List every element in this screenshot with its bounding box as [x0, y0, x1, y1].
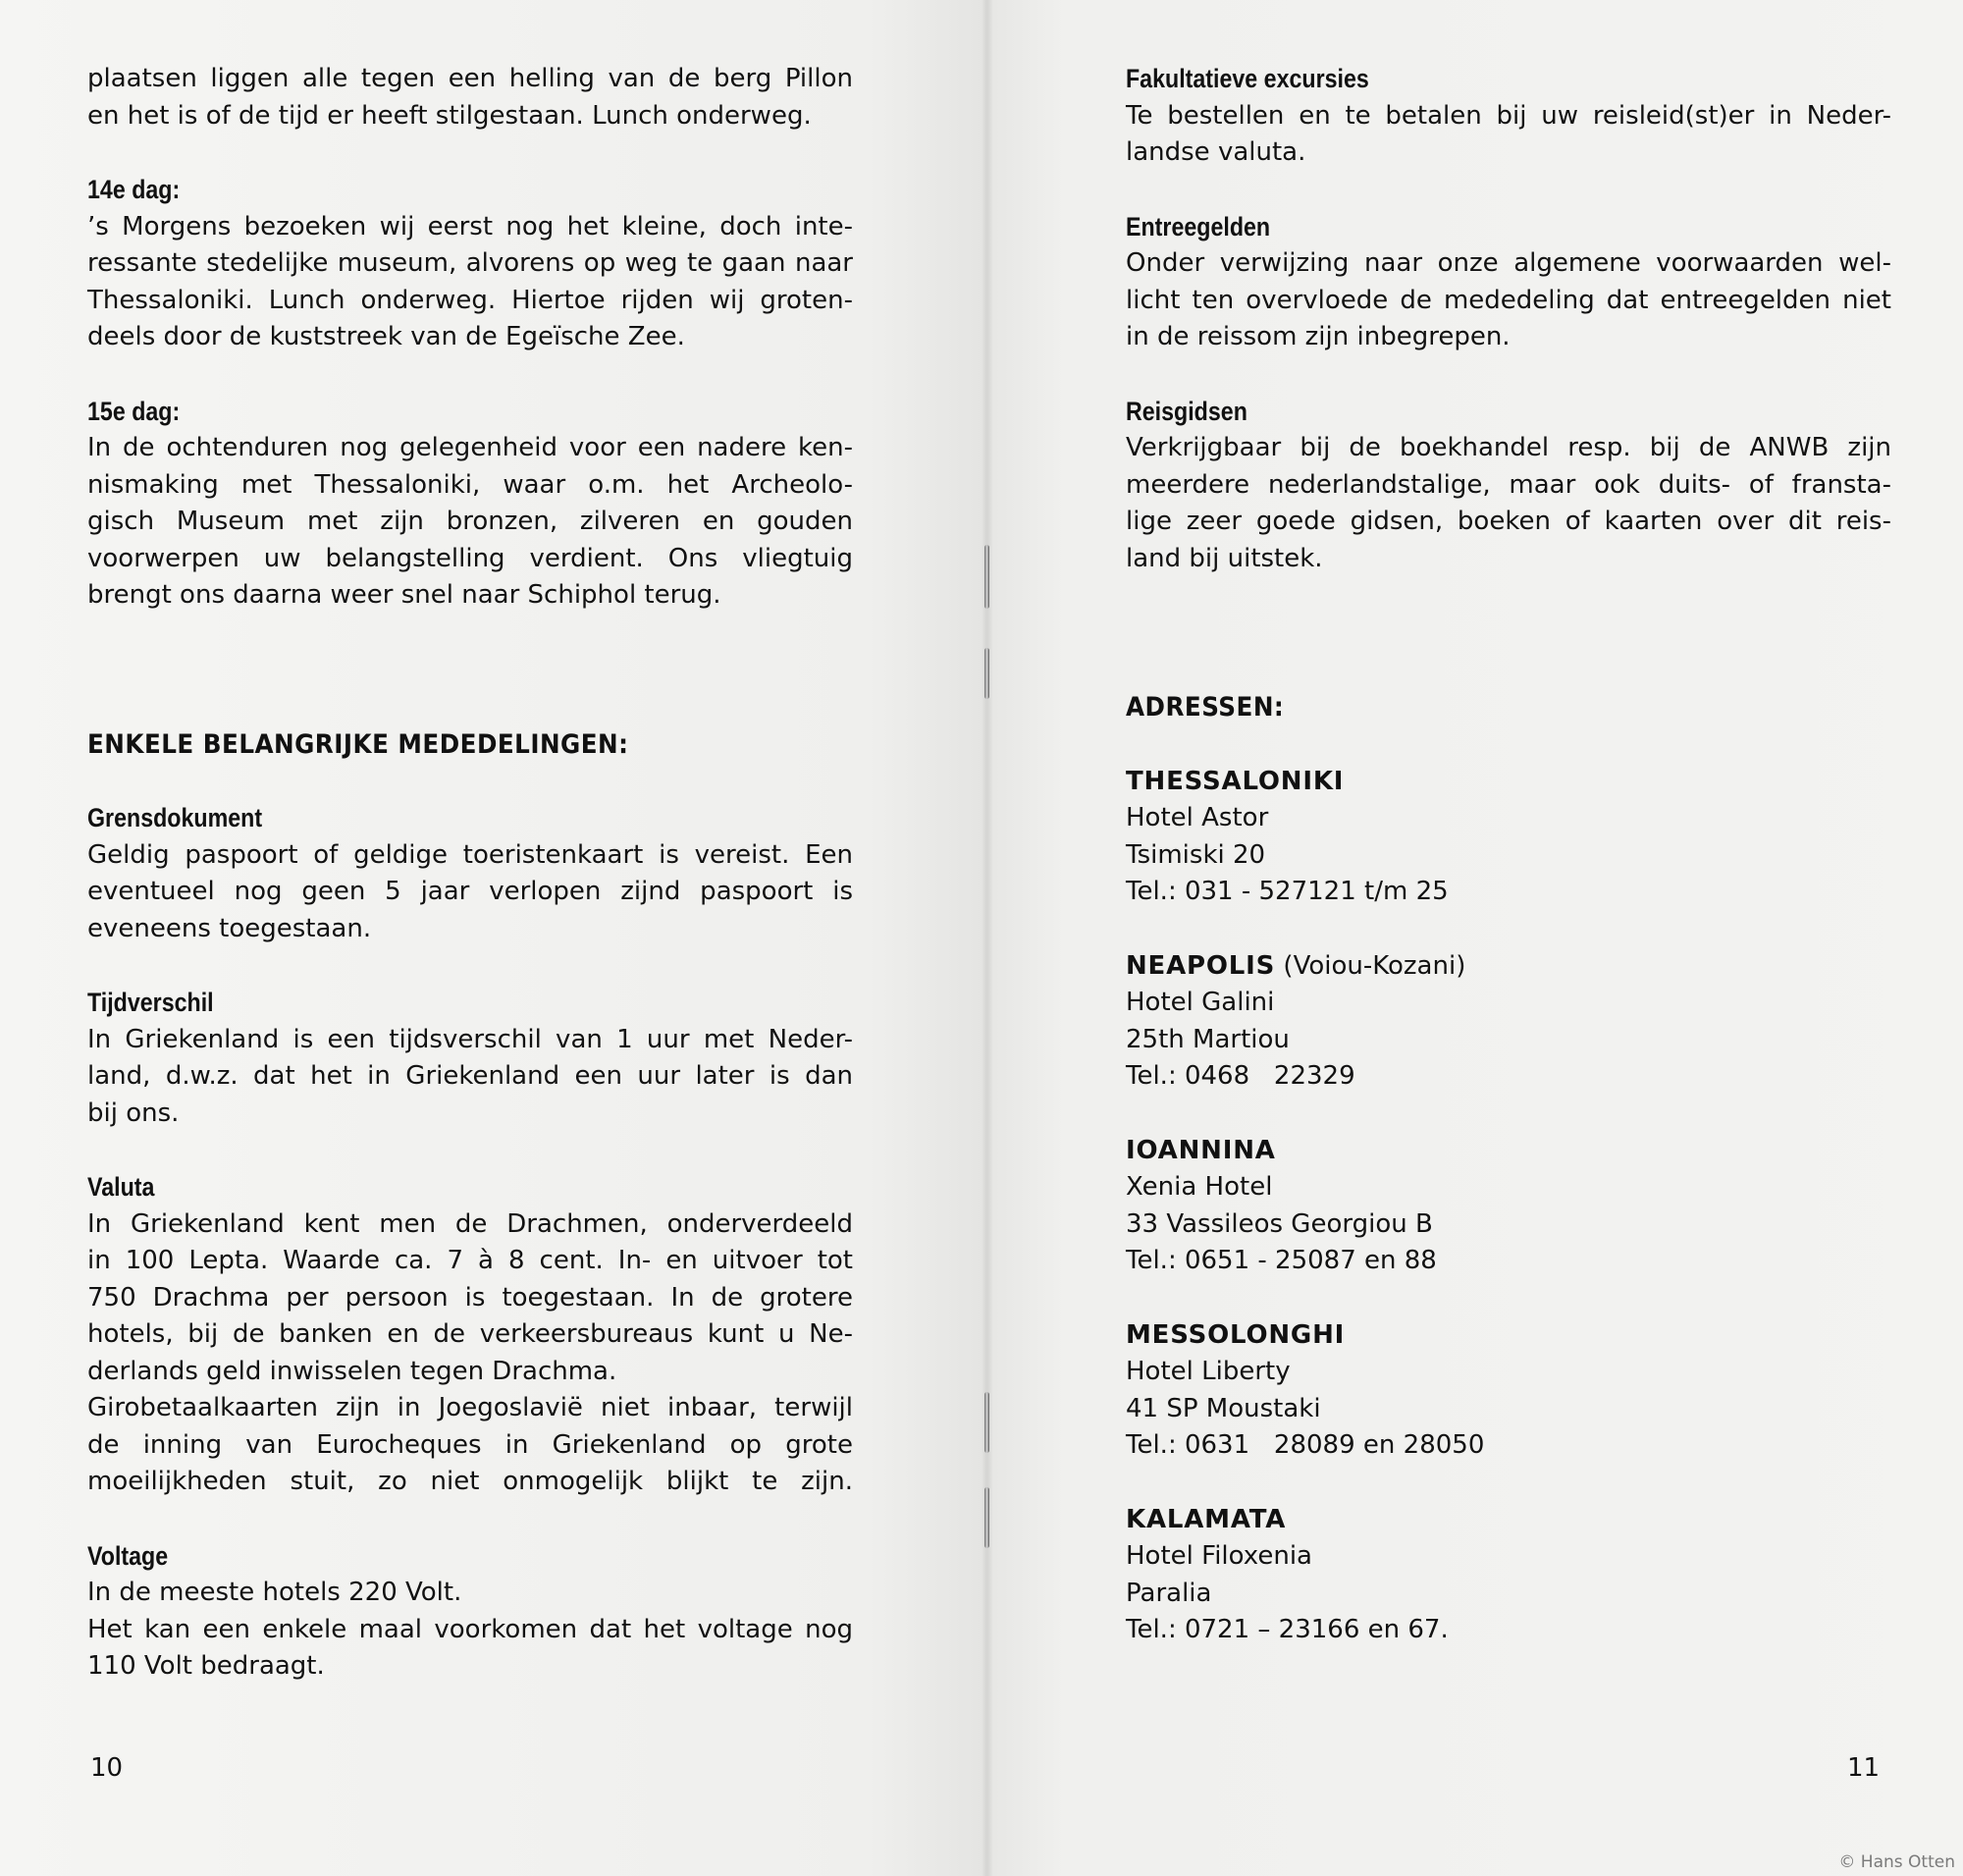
day-14-line: Thessaloniki. Lunch onderweg. Hiertoe rijden wij groten- — [87, 285, 853, 315]
staple — [984, 545, 989, 609]
reisgidsen-line: land bij uitstek. — [1126, 543, 1323, 573]
voltage-line: 110 Volt bedraagt. — [87, 1651, 325, 1681]
tijdverschil-heading: Tijdverschil — [87, 988, 214, 1017]
address-block — [1126, 1502, 1891, 1649]
grensdokument-line: eveneens toegestaan. — [87, 913, 372, 943]
day-14-heading: 14e dag: — [87, 175, 181, 204]
address-phone: Tel.: 0721 – 23166 en 67. — [1126, 1615, 1449, 1644]
tijdverschil-line: In Griekenland is een tijdsverschil van 1 uur met Neder- — [87, 1024, 853, 1054]
address-line: 41 SP Moustaki — [1126, 1393, 1321, 1423]
day-15-line: voorwerpen uw belangstelling verdient. Ons vliegtuig — [87, 543, 853, 573]
voltage-heading: Voltage — [87, 1540, 169, 1571]
tijdverschil-line: land, d.w.z. dat het in Griekenland een uur later is dan — [87, 1061, 853, 1091]
address-line: Hotel Liberty — [1126, 1357, 1291, 1386]
address-line: 25th Martiou — [1126, 1024, 1290, 1054]
address-block — [1126, 948, 1891, 1096]
address-city: IOANNINA — [1126, 1135, 1276, 1165]
address-phone: Tel.: 0631 28089 en 28050 — [1126, 1430, 1485, 1460]
left-column — [87, 61, 853, 1686]
address-line: Paralia — [1126, 1578, 1212, 1608]
copyright-watermark: © Hans Otten — [1838, 1852, 1955, 1872]
entreegelden-line: licht ten overvloede de mededeling dat entreegelden niet — [1126, 285, 1891, 315]
address-block — [1126, 1133, 1891, 1280]
address-city: MESSOLONGHI — [1126, 1319, 1346, 1350]
book-gutter — [982, 0, 993, 1876]
right-column — [1126, 61, 1891, 1649]
reisgidsen-line: meerdere nederlandstalige, maar ook duits- of fransta- — [1126, 469, 1891, 500]
address-phone: Tel.: 0468 22329 — [1126, 1061, 1355, 1091]
page-number-right: 11 — [1847, 1753, 1881, 1783]
entreegelden-line: in de reissom zijn inbegrepen. — [1126, 322, 1511, 351]
reisgidsen-line: lige zeer goede gidsen, boeken of kaarten over dit reis- — [1126, 507, 1891, 536]
valuta-line: in 100 Lepta. Waarde ca. 7 à 8 cent. In- en uitvoer tot — [87, 1246, 853, 1275]
grensdokument-line: Geldig paspoort of geldige toeristenkaart is vereist. Een — [87, 839, 853, 870]
day-14-line: deels door de kuststreek van de Egeïsche Zee. — [87, 322, 685, 351]
day-15-line: brengt ons daarna weer snel naar Schiphol terug. — [87, 580, 721, 610]
address-city: KALAMATA — [1126, 1504, 1287, 1534]
grensdokument-line: eventueel nog geen 5 jaar verlopen zijnd paspoort is — [87, 877, 853, 906]
valuta-line: In Griekenland kent men de Drachmen, onderverdeeld — [87, 1208, 853, 1239]
adressen-heading: ADRESSEN: — [1126, 692, 1285, 723]
grensdokument-heading: Grensdokument — [87, 803, 263, 832]
valuta-line: moeilijkheden stuit, zo niet onmogelijk blijkt te zijn. — [87, 1467, 853, 1496]
valuta-line: hotels, bij de banken en de verkeersbureaus kunt u Ne- — [87, 1319, 853, 1349]
day-15-heading: 15e dag: — [87, 396, 181, 426]
valuta-heading: Valuta — [87, 1172, 155, 1202]
tijdverschil-line: bij ons. — [87, 1098, 180, 1128]
staple — [984, 1392, 989, 1453]
fakultatieve-heading: Fakultatieve excursies — [1126, 64, 1369, 93]
address-city: THESSALONIKI — [1126, 766, 1345, 796]
intro-line: plaatsen liggen alle tegen een helling van de berg Pillon — [87, 64, 853, 93]
valuta-line: de inning van Eurocheques in Griekenland op grote — [87, 1429, 853, 1460]
address-block — [1126, 764, 1891, 911]
address-line: 33 Vassileos Georgiou B — [1126, 1208, 1433, 1239]
day-15-line: gisch Museum met zijn bronzen, zilveren en gouden — [87, 507, 853, 536]
voltage-line: Het kan een enkele maal voorkomen dat het voltage nog — [87, 1614, 853, 1644]
address-line: Hotel Astor — [1126, 803, 1269, 832]
staple — [984, 648, 989, 699]
address-line: Tsimiski 20 — [1126, 839, 1266, 870]
day-14-line: ressante stedelijke museum, alvorens op weg te gaan naar — [87, 248, 853, 278]
fakultatieve-line: landse valuta. — [1126, 137, 1306, 167]
address-line: Hotel Filoxenia — [1126, 1541, 1312, 1571]
reisgidsen-heading: Reisgidsen — [1126, 396, 1247, 426]
address-line: Hotel Galini — [1126, 988, 1275, 1017]
address-line: Xenia Hotel — [1126, 1172, 1273, 1202]
address-phone: Tel.: 031 - 527121 t/m 25 — [1126, 877, 1449, 906]
valuta-line: 750 Drachma per persoon is toegestaan. In de grotere — [87, 1282, 853, 1313]
address-block — [1126, 1317, 1891, 1465]
address-phone: Tel.: 0651 - 25087 en 88 — [1126, 1246, 1437, 1275]
fakultatieve-line: Te bestellen en te betalen bij uw reisleid(st)er in Neder- — [1126, 100, 1891, 131]
intro-line: en het is of de tijd er heeft stilgestaan. Lunch onderweg. — [87, 100, 812, 131]
voltage-line: In de meeste hotels 220 Volt. — [87, 1578, 462, 1607]
entreegelden-heading: Entreegelden — [1126, 211, 1271, 241]
address-city: NEAPOLIS (Voiou-Kozani) — [1126, 950, 1466, 981]
staple — [984, 1487, 989, 1548]
day-15-line: In de ochtenduren nog gelegenheid voor een nadere ken- — [87, 433, 853, 462]
reisgidsen-line: Verkrijgbaar bij de boekhandel resp. bij de ANWB zijn — [1126, 433, 1891, 462]
day-15-line: nismaking met Thessaloniki, waar o.m. het Archeolo- — [87, 469, 853, 500]
mededelingen-heading: ENKELE BELANGRIJKE MEDEDELINGEN: — [87, 728, 629, 760]
entreegelden-line: Onder verwijzing naar onze algemene voorwaarden wel- — [1126, 248, 1891, 278]
day-14-line: ’s Morgens bezoeken wij eerst nog het kleine, doch inte- — [87, 211, 853, 241]
valuta-line: derlands geld inwisselen tegen Drachma. — [87, 1356, 617, 1386]
page-number-left: 10 — [90, 1753, 124, 1783]
valuta-line: Girobetaalkaarten zijn in Joegoslavië niet inbaar, terwijl — [87, 1393, 853, 1422]
